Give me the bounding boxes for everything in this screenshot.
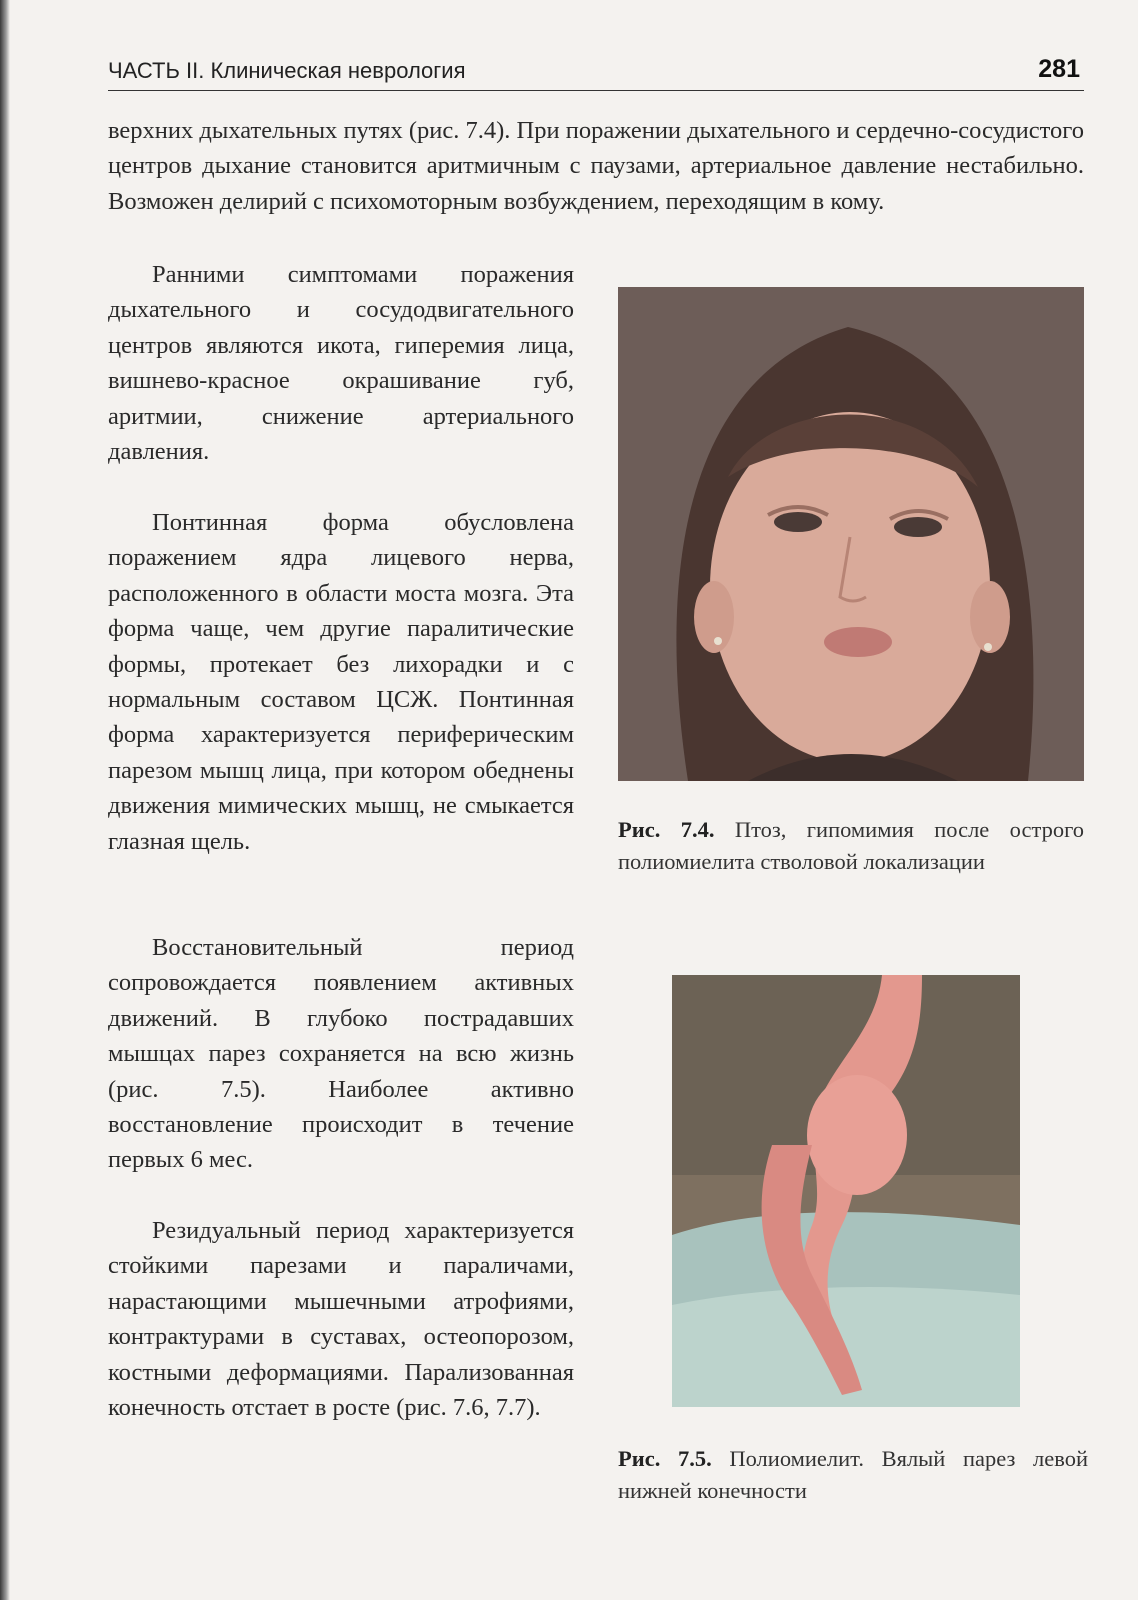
figure-7-5-label: Рис. 7.5. [618,1446,712,1471]
figure-7-4-photo [618,287,1084,781]
paragraph-residual-period: Резидуальный период характеризуется стойкими парезами и параличами, нарастающими мышечными атрофиями, контрактурами в суставах, остеопорозом, костными деформациями. Парализованная конечность отстает в росте (рис. 7.6, 7.7). [108,1217,574,1422]
figure-7-4-caption [618,814,1084,878]
figure-7-5-caption [618,1443,1088,1507]
figure-7-5-text: Полиомиелит. Вялый парез левой нижней конечности [618,1446,1089,1503]
figure-7-4-text: Птоз, гипомимия после острого полиомиелита стволовой локализации [618,817,1084,874]
section-title: ЧАСТЬ II. Клиническая неврология [108,58,466,83]
figure-7-4-label: Рис. 7.4. [618,817,715,842]
paragraph-recovery-period: Восстановительный период сопровождается появлением активных движений. В глубоко пострадавших мышцах парез сохраняется на всю жизнь (рис. 7.5). Наиболее активно восстановление происходит в течение первых 6 мес. [108,934,574,1174]
paragraph-intro: верхних дыхательных путях (рис. 7.4). При поражении дыхательного и сердечно-сосудистого центров дыхание становится аритмичным с паузами, артериальное давление нестабильно. Возможен делирий с психомоторным возбуждением, переходящим в кому. [108,117,1084,215]
running-header [108,54,1084,91]
page-binding-edge [0,0,10,1600]
paragraph-early-symptoms: Ранними симптомами поражения дыхательного и сосудодвигательного центров являются икота, гиперемия лица, вишнево-красное окрашивание губ, аритмии, снижение артериального давления. [108,261,574,466]
paragraph-pontine-form: Понтинная форма обусловлена поражением ядра лицевого нерва, расположенного в области моста мозга. Эта форма чаще, чем другие паралитические формы, протекает без лихорадки и с нормальным составом ЦСЖ. Понтинная форма характеризуется периферическим парезом мышц лица, при котором обеднены движения мимических мышц, не смыкается глазная щель. [108,509,574,855]
leg-illustration [672,975,1020,1407]
page-number: 281 [1038,55,1080,83]
figure-7-5-photo [672,975,1020,1407]
portrait-illustration [618,287,1084,781]
